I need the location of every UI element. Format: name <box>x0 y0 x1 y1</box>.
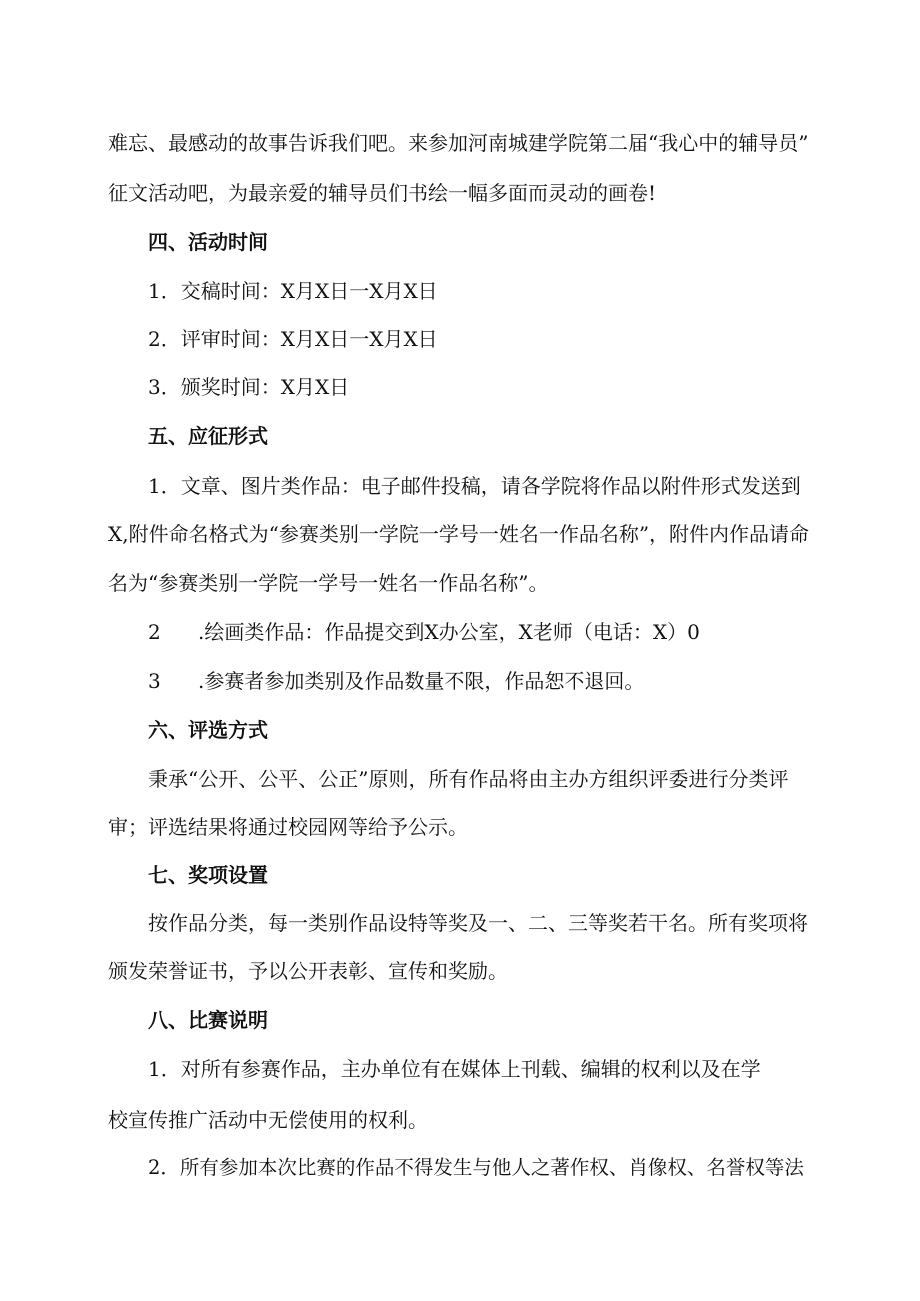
list-item: 2．评审时间：X月X日一X月X日 <box>148 327 438 351</box>
paragraph-line: 秉承“公开、公平、公正”原则，所有作品将由主办方组织评委进行分类评 <box>148 767 789 791</box>
list-number: 3 <box>148 669 161 693</box>
list-item: 1．对所有参赛作品，主办单位有在媒体上刊载、编辑的权利以及在学 <box>148 1057 761 1081</box>
list-item-text: .绘画类作品：作品提交到X办公室，X老师（电话：X）0 <box>198 620 700 644</box>
list-item: 1．文章、图片类作品：电子邮件投稿，请各学院将作品以附件形式发送到 <box>148 474 801 498</box>
section-heading: 五、应征形式 <box>148 424 268 448</box>
paragraph-line: 审；评选结果将通过校园网等给予公示。 <box>108 815 468 839</box>
section-heading: 六、评选方式 <box>148 718 268 742</box>
paragraph-line: 按作品分类，每一类别作品设特等奖及一、二、三等奖若干名。所有奖项将 <box>148 911 808 935</box>
list-item: 2．所有参加本次比赛的作品不得发生与他人之著作权、肖像权、名誉权等法 <box>148 1156 804 1179</box>
paragraph-line: X,附件命名格式为“参赛类别一学院一学号一姓名一作品名称”，附件内作品请命 <box>108 522 810 546</box>
paragraph-line: 征文活动吧，为最亲爱的辅导员们书绘一幅多面而灵动的画卷! <box>108 181 657 205</box>
section-heading: 四、活动时间 <box>148 230 268 254</box>
list-item <box>148 666 644 696</box>
paragraph-line: 校宣传推广活动中无偿使用的权利。 <box>108 1108 428 1132</box>
paragraph-line: 名为“参赛类别一学院一学号一姓名一作品名称”。 <box>108 571 549 595</box>
section-heading: 八、比赛说明 <box>148 1008 268 1032</box>
section-heading: 七、奖项设置 <box>148 863 268 887</box>
list-number: 2 <box>148 620 161 644</box>
list-item: 1．交稿时间：X月X日一X月X日 <box>148 279 438 303</box>
paragraph-line: 颁发荣誉证书，予以公开表彰、宣传和奖励。 <box>108 959 508 983</box>
list-item <box>148 617 700 647</box>
list-item: 3．颁奖时间：X月X日 <box>148 375 350 399</box>
list-item-text: .参赛者参加类别及作品数量不限，作品恕不退回。 <box>198 669 645 693</box>
paragraph-line: 难忘、最感动的故事告诉我们吧。来参加河南城建学院第二届“我心中的辅导员” <box>108 131 809 155</box>
